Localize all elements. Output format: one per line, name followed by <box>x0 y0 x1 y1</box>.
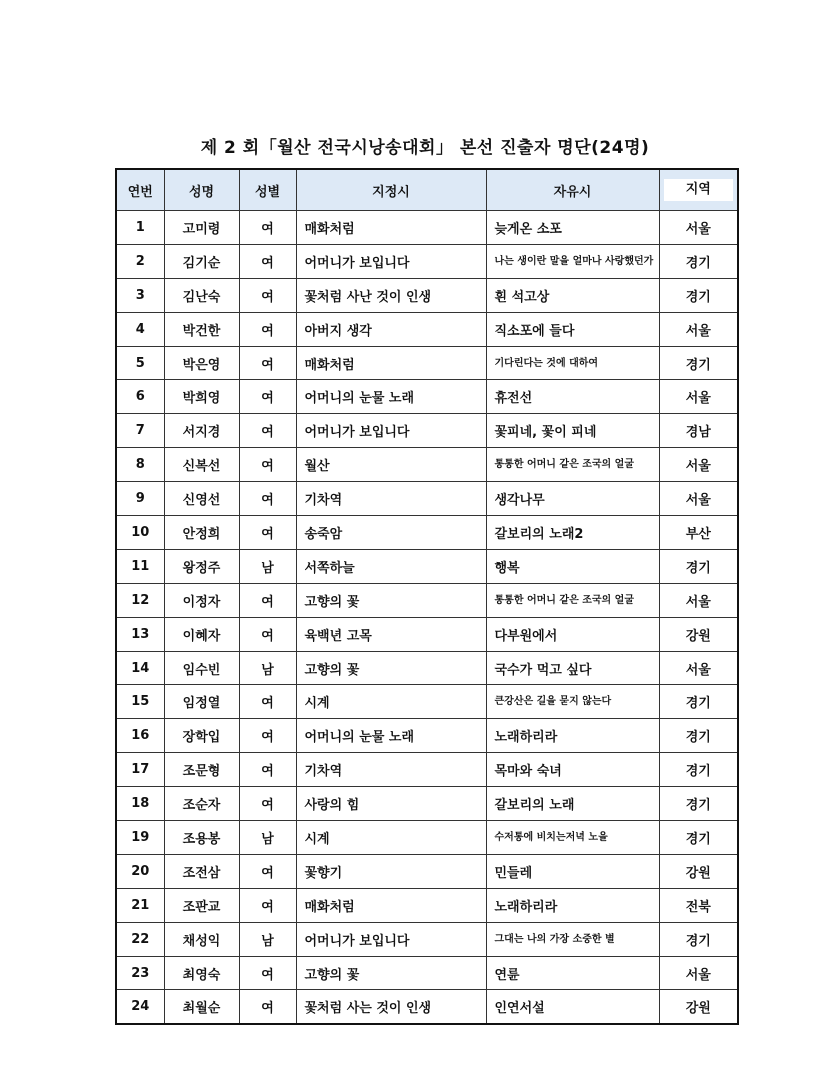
header-free-poem: 자유시 <box>486 169 659 211</box>
table-row <box>116 211 738 245</box>
table-row <box>116 821 738 855</box>
cell-no: 23 <box>116 956 164 990</box>
cell-region: 경기 <box>659 549 738 583</box>
cell-free-poem: 다부원에서 <box>486 617 659 651</box>
cell-assigned-poem: 매화처럼 <box>296 888 486 922</box>
cell-assigned-poem: 어머니가 보입니다 <box>296 244 486 278</box>
table-row <box>116 583 738 617</box>
cell-free-poem: 갈보리의 노래2 <box>486 516 659 550</box>
cell-assigned-poem: 고향의 꽃 <box>296 651 486 685</box>
cell-gender: 여 <box>239 685 296 719</box>
cell-no: 6 <box>116 380 164 414</box>
cell-gender: 여 <box>239 482 296 516</box>
cell-gender: 여 <box>239 211 296 245</box>
cell-assigned-poem: 사랑의 힘 <box>296 787 486 821</box>
cell-gender: 남 <box>239 821 296 855</box>
cell-free-poem: 큰강산은 길을 묻지 않는다 <box>486 685 659 719</box>
cell-no: 14 <box>116 651 164 685</box>
cell-assigned-poem: 기차역 <box>296 482 486 516</box>
cell-no: 5 <box>116 346 164 380</box>
cell-region: 경기 <box>659 753 738 787</box>
cell-region: 경기 <box>659 685 738 719</box>
cell-gender: 여 <box>239 617 296 651</box>
cell-free-poem: 직소포에 들다 <box>486 312 659 346</box>
cell-name: 조판교 <box>164 888 239 922</box>
cell-assigned-poem: 꽃향기 <box>296 854 486 888</box>
cell-name: 신영선 <box>164 482 239 516</box>
cell-free-poem: 늦게온 소포 <box>486 211 659 245</box>
cell-assigned-poem: 어머니가 보입니다 <box>296 414 486 448</box>
cell-name: 이정자 <box>164 583 239 617</box>
cell-gender: 남 <box>239 922 296 956</box>
cell-gender: 여 <box>239 719 296 753</box>
header-no: 연번 <box>116 169 164 211</box>
cell-free-poem: 기다린다는 것에 대하여 <box>486 346 659 380</box>
table-body <box>116 211 738 1024</box>
cell-region: 서울 <box>659 651 738 685</box>
cell-name: 고미령 <box>164 211 239 245</box>
cell-name: 채성익 <box>164 922 239 956</box>
cell-name: 안정희 <box>164 516 239 550</box>
cell-gender: 남 <box>239 651 296 685</box>
cell-gender: 여 <box>239 244 296 278</box>
cell-name: 조순자 <box>164 787 239 821</box>
cell-assigned-poem: 어머니의 눈물 노래 <box>296 719 486 753</box>
cell-region: 서울 <box>659 211 738 245</box>
header-region: 지역 <box>664 179 734 201</box>
table-row <box>116 888 738 922</box>
cell-region: 서울 <box>659 956 738 990</box>
cell-free-poem: 통통한 어머니 같은 조국의 얼굴 <box>486 448 659 482</box>
cell-gender: 여 <box>239 516 296 550</box>
cell-assigned-poem: 서쪽하늘 <box>296 549 486 583</box>
document-title: 제 2 회「월산 전국시낭송대회」 본선 진출자 명단(24명) <box>200 138 650 158</box>
cell-region: 부산 <box>659 516 738 550</box>
cell-name: 임정열 <box>164 685 239 719</box>
cell-region: 경기 <box>659 719 738 753</box>
cell-name: 박은영 <box>164 346 239 380</box>
cell-no: 7 <box>116 414 164 448</box>
cell-free-poem: 노래하리라 <box>486 888 659 922</box>
cell-free-poem: 통통한 어머니 같은 조국의 얼굴 <box>486 583 659 617</box>
header-gender: 성별 <box>239 169 296 211</box>
cell-free-poem: 인연서설 <box>486 990 659 1024</box>
cell-free-poem: 노래하리라 <box>486 719 659 753</box>
table-row <box>116 482 738 516</box>
cell-name: 서지경 <box>164 414 239 448</box>
cell-gender: 여 <box>239 753 296 787</box>
cell-no: 16 <box>116 719 164 753</box>
cell-name: 임수빈 <box>164 651 239 685</box>
cell-region: 경기 <box>659 787 738 821</box>
cell-assigned-poem: 아버지 생각 <box>296 312 486 346</box>
cell-gender: 여 <box>239 448 296 482</box>
cell-no: 19 <box>116 821 164 855</box>
cell-assigned-poem: 어머니가 보입니다 <box>296 922 486 956</box>
table-row <box>116 685 738 719</box>
cell-free-poem: 민들레 <box>486 854 659 888</box>
cell-no: 11 <box>116 549 164 583</box>
cell-name: 박희영 <box>164 380 239 414</box>
cell-free-poem: 연륜 <box>486 956 659 990</box>
cell-name: 왕정주 <box>164 549 239 583</box>
cell-name: 최영숙 <box>164 956 239 990</box>
header-region-cell <box>659 169 738 211</box>
cell-no: 22 <box>116 922 164 956</box>
table-row <box>116 617 738 651</box>
cell-gender: 여 <box>239 278 296 312</box>
cell-no: 3 <box>116 278 164 312</box>
cell-free-poem: 흰 석고상 <box>486 278 659 312</box>
cell-assigned-poem: 월산 <box>296 448 486 482</box>
cell-gender: 여 <box>239 346 296 380</box>
table-row <box>116 448 738 482</box>
cell-region: 경기 <box>659 244 738 278</box>
cell-gender: 여 <box>239 312 296 346</box>
cell-free-poem: 국수가 먹고 싶다 <box>486 651 659 685</box>
cell-region: 강원 <box>659 990 738 1024</box>
cell-assigned-poem: 송죽암 <box>296 516 486 550</box>
table-row <box>116 549 738 583</box>
table-row <box>116 380 738 414</box>
cell-no: 24 <box>116 990 164 1024</box>
cell-no: 8 <box>116 448 164 482</box>
cell-region: 경기 <box>659 821 738 855</box>
cell-region: 서울 <box>659 482 738 516</box>
cell-assigned-poem: 고향의 꽃 <box>296 583 486 617</box>
table-row <box>116 956 738 990</box>
table-row <box>116 516 738 550</box>
cell-region: 강원 <box>659 854 738 888</box>
table-row <box>116 651 738 685</box>
cell-assigned-poem: 시계 <box>296 685 486 719</box>
cell-name: 조문형 <box>164 753 239 787</box>
cell-no: 1 <box>116 211 164 245</box>
cell-gender: 여 <box>239 583 296 617</box>
cell-name: 최월순 <box>164 990 239 1024</box>
cell-region: 서울 <box>659 448 738 482</box>
cell-name: 조용봉 <box>164 821 239 855</box>
cell-assigned-poem: 시계 <box>296 821 486 855</box>
cell-no: 17 <box>116 753 164 787</box>
cell-no: 20 <box>116 854 164 888</box>
cell-assigned-poem: 어머니의 눈물 노래 <box>296 380 486 414</box>
cell-region: 경남 <box>659 414 738 448</box>
header-row <box>116 169 738 211</box>
cell-free-poem: 꽃피네, 꽃이 피네 <box>486 414 659 448</box>
table-row <box>116 414 738 448</box>
header-name: 성명 <box>164 169 239 211</box>
cell-assigned-poem: 매화처럼 <box>296 211 486 245</box>
cell-no: 2 <box>116 244 164 278</box>
cell-no: 9 <box>116 482 164 516</box>
cell-region: 경기 <box>659 922 738 956</box>
table-row <box>116 312 738 346</box>
cell-no: 10 <box>116 516 164 550</box>
cell-gender: 여 <box>239 414 296 448</box>
cell-free-poem: 행복 <box>486 549 659 583</box>
cell-region: 전북 <box>659 888 738 922</box>
cell-free-poem: 나는 생이란 말을 얼마나 사랑했던가 <box>486 244 659 278</box>
cell-region: 강원 <box>659 617 738 651</box>
table-row <box>116 922 738 956</box>
table-row <box>116 787 738 821</box>
cell-no: 15 <box>116 685 164 719</box>
cell-name: 김기순 <box>164 244 239 278</box>
cell-assigned-poem: 꽃처럼 사는 것이 인생 <box>296 990 486 1024</box>
cell-gender: 여 <box>239 956 296 990</box>
cell-no: 12 <box>116 583 164 617</box>
cell-assigned-poem: 육백년 고목 <box>296 617 486 651</box>
cell-gender: 여 <box>239 787 296 821</box>
cell-region: 경기 <box>659 346 738 380</box>
cell-free-poem: 갈보리의 노래 <box>486 787 659 821</box>
cell-gender: 여 <box>239 888 296 922</box>
cell-gender: 남 <box>239 549 296 583</box>
cell-name: 이혜자 <box>164 617 239 651</box>
cell-assigned-poem: 꽃처럼 사난 것이 인생 <box>296 278 486 312</box>
cell-no: 4 <box>116 312 164 346</box>
table-row <box>116 753 738 787</box>
cell-free-poem: 그대는 나의 가장 소중한 별 <box>486 922 659 956</box>
cell-no: 21 <box>116 888 164 922</box>
cell-region: 서울 <box>659 583 738 617</box>
cell-name: 조전삼 <box>164 854 239 888</box>
cell-gender: 여 <box>239 854 296 888</box>
cell-gender: 여 <box>239 380 296 414</box>
finalists-table <box>115 168 739 1025</box>
table-row <box>116 854 738 888</box>
cell-no: 13 <box>116 617 164 651</box>
cell-region: 경기 <box>659 278 738 312</box>
cell-name: 박건한 <box>164 312 239 346</box>
table-header <box>116 169 738 211</box>
cell-region: 서울 <box>659 380 738 414</box>
table-row <box>116 990 738 1024</box>
cell-free-poem: 목마와 숙녀 <box>486 753 659 787</box>
cell-assigned-poem: 기차역 <box>296 753 486 787</box>
table-row <box>116 346 738 380</box>
cell-free-poem: 휴전선 <box>486 380 659 414</box>
cell-name: 신복선 <box>164 448 239 482</box>
cell-name: 장학입 <box>164 719 239 753</box>
cell-no: 18 <box>116 787 164 821</box>
cell-free-poem: 생각나무 <box>486 482 659 516</box>
cell-region: 서울 <box>659 312 738 346</box>
cell-gender: 여 <box>239 990 296 1024</box>
table-row <box>116 278 738 312</box>
table-row <box>116 244 738 278</box>
cell-free-poem: 수저통에 비치는저녁 노을 <box>486 821 659 855</box>
cell-assigned-poem: 고향의 꽃 <box>296 956 486 990</box>
table-row <box>116 719 738 753</box>
cell-assigned-poem: 매화처럼 <box>296 346 486 380</box>
header-assigned-poem: 지정시 <box>296 169 486 211</box>
cell-name: 김난숙 <box>164 278 239 312</box>
